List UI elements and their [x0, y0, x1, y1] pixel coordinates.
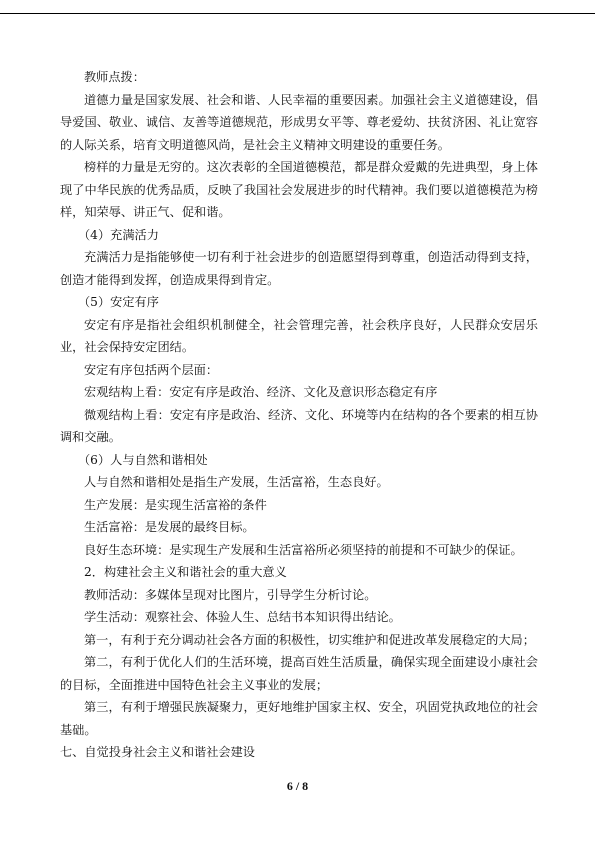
- paragraph: 第二，有利于优化人们的生活环境，提高百姓生活质量，确保实现全面建设小康社会的目标，全面推进中国特色社会主义事业的发展；: [60, 655, 538, 692]
- paragraph: 生活富裕：是发展的最终目标。: [84, 520, 255, 534]
- paragraph: 宏观结构上看：安定有序是政治、经济、文化及意识形态稳定有序: [84, 385, 438, 399]
- paragraph: 榜样的力量是无穷的。这次表彰的全国道德模范，都是群众爱戴的先进典型，身上体现了中华民族的优秀品质，反映了我国社会发展进步的时代精神。我们要以道德模范为榜样，知荣辱、讲正气、促和谐。: [60, 160, 538, 219]
- subheading: （6）人与自然和谐相处: [78, 452, 208, 467]
- paragraph: 第一，有利于充分调动社会各方面的积极性，切实维护和促进改革发展稳定的大局；: [84, 632, 535, 647]
- subheading: （4）充满活力: [78, 227, 159, 242]
- paragraph: 良好生态环境：是实现生产发展和生活富裕所必须坚持的前提和不可缺少的保证。: [84, 542, 523, 557]
- paragraph: 人与自然和谐相处是指生产发展，生活富裕，生态良好。: [84, 475, 389, 489]
- paragraph: 充满活力是指能够使一切有利于社会进步的创造愿望得到尊重，创造活动得到支持，创造才能得到发挥，创造成果得到肯定。: [60, 250, 538, 287]
- page-body: [60, 66, 538, 764]
- paragraph: 道德力量是国家发展、社会和谐、人民幸福的重要因素。加强社会主义道德建设，倡导爱国、敬业、诚信、友善等道德规范，形成男女平等、尊老爱幼、扶贫济困、礼让宽容的人际关系，培育文明道德风尚，是社会主义精神文明建设的重要任务。: [60, 92, 538, 152]
- paragraph: 安定有序包括两个层面：: [84, 362, 219, 377]
- page-number: 6 / 8: [286, 779, 309, 793]
- paragraph: 学生活动：观察社会、体验人生、总结书本知识得出结论。: [84, 610, 401, 624]
- section-heading: 2．构建社会主义和谐社会的重大意义: [84, 565, 287, 579]
- paragraph: 生产发展：是实现生活富裕的条件: [84, 497, 267, 512]
- subheading: （5）安定有序: [78, 295, 159, 309]
- paragraph: 安定有序是指社会组织机制健全，社会管理完善，社会秩序良好，人民群众安居乐业，社会保持安定团结。: [60, 317, 538, 354]
- paragraph: 第三，有利于增强民族凝聚力，更好地维护国家主权、安全，巩固党执政地位的社会基础。: [60, 700, 538, 737]
- chapter-heading: 七、自觉投身社会主义和谐社会建设: [60, 745, 255, 759]
- paragraph: 教师点拨：: [84, 70, 145, 84]
- header-rule: [0, 13, 595, 14]
- paragraph: 微观结构上看：安定有序是政治、经济、文化、环境等内在结构的各个要素的相互协调和交融。: [60, 407, 538, 444]
- paragraph: 教师活动：多媒体呈现对比图片，引导学生分析讨论。: [84, 587, 377, 602]
